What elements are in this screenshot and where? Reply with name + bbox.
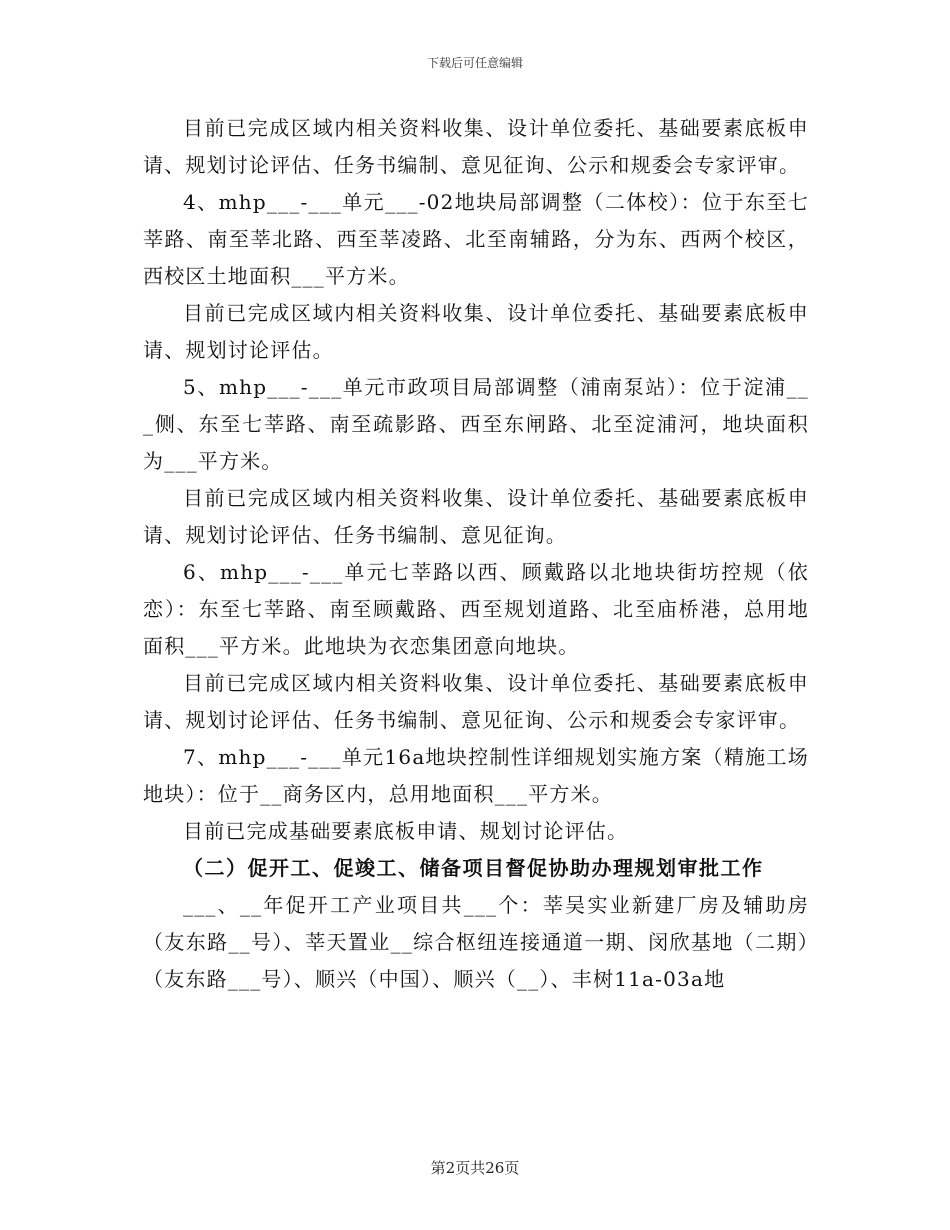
paragraph-8: 7、mhp___-___单元16a地块控制性详细规划实施方案（精施工场地块）：位于__商务区内，总用地面积___平方米。 (143, 745, 809, 806)
paragraph-4: 5、mhp___-___单元市政项目局部调整（浦南泵站）：位于淀浦___侧、东至七莘路、南至疏影路、西至东闸路、北至淀浦河，地块面积为___平方米。 (143, 375, 809, 473)
paragraph-5: 目前已完成区域内相关资料收集、设计单位委托、基础要素底板申请、规划讨论评估、任务书编制、意见征询。 (143, 486, 809, 547)
page-number: 第2页共26页 (430, 1159, 520, 1177)
paragraph-6: 6、mhp___-___单元七莘路以西、顾戴路以北地块街坊控规（依恋）：东至七莘路、南至顾戴路、西至规划道路、北至庙桥港，总用地面积___平方米。此地块为衣恋集团意向地块。 (143, 560, 809, 658)
paragraph-9: 目前已完成基础要素底板申请、规划讨论评估。 (183, 819, 629, 843)
paragraph-10: ___、__年促开工产业项目共___个：莘吴实业新建厂房及辅助房（友东路__号）、莘天置业__综合枢纽连接通道一期、闵欣基地（二期）（友东路___号）、顺兴（中国）、顺兴（__）、丰树11a-03a地 (143, 893, 809, 991)
paragraph-3: 目前已完成区域内相关资料收集、设计单位委托、基础要素底板申请、规划讨论评估。 (143, 301, 809, 362)
document-body (143, 110, 809, 998)
section-heading: （二）促开工、促竣工、储备项目督促协助办理规划审批工作 (183, 856, 764, 880)
paragraph-7: 目前已完成区域内相关资料收集、设计单位委托、基础要素底板申请、规划讨论评估、任务书编制、意见征询、公示和规委会专家评审。 (143, 671, 809, 732)
page-header: 下载后可任意编辑 (426, 56, 523, 70)
paragraph-2: 4、mhp___-___单元___-02地块局部调整（二体校）：位于东至七莘路、南至莘北路、西至莘凌路、北至南辅路，分为东、西两个校区，西校区土地面积___平方米。 (143, 190, 809, 288)
paragraph-1: 目前已完成区域内相关资料收集、设计单位委托、基础要素底板申请、规划讨论评估、任务书编制、意见征询、公示和规委会专家评审。 (143, 116, 809, 177)
